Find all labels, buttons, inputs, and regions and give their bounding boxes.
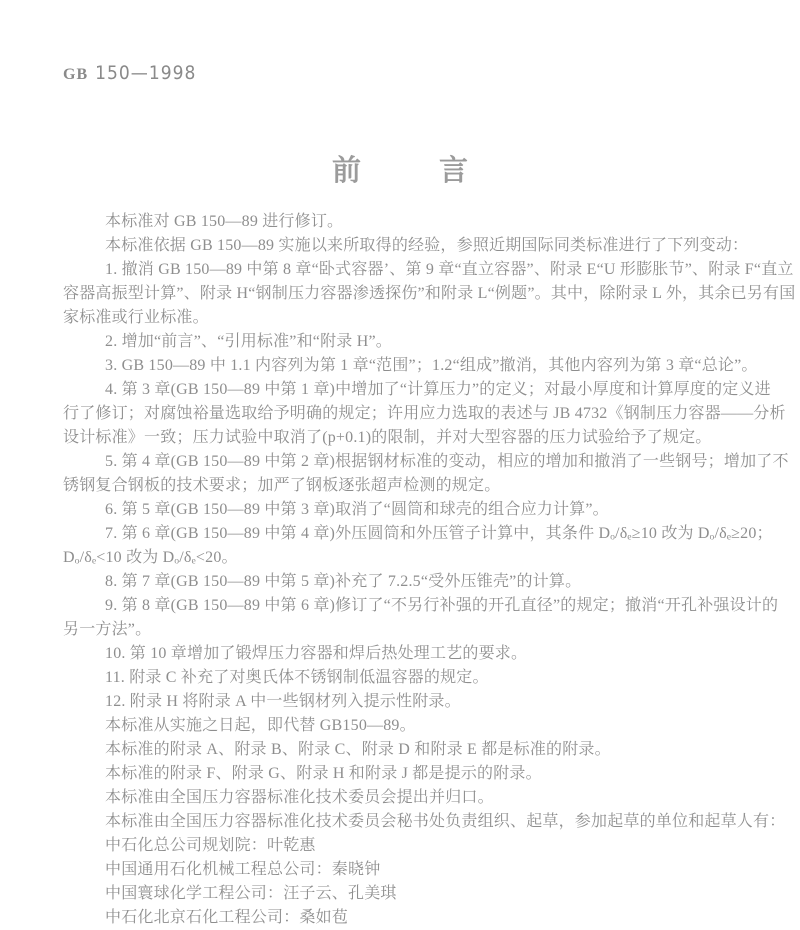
text-line: 本标准由全国压力容器标准化技术委员会提出并归口。	[105, 789, 494, 806]
text-line: 本标准的附录 F、附录 G、附录 H 和附录 J 都是提示的附录。	[105, 765, 542, 782]
text-line: 5. 第 4 章(GB 150—89 中第 2 章)根据钢材标准的变动，相应的增加和撤消了一些钢号；增加了不	[105, 453, 789, 470]
text-line: 7. 第 6 章(GB 150—89 中第 4 章)外压圆筒和外压管子计算中，其条件 Dₒ/δₑ≥10 改为 Dₒ/δₑ≥20；	[105, 525, 773, 542]
text-line: 本标准对 GB 150—89 进行修订。	[105, 213, 344, 230]
text-line: 12. 附录 H 将附录 A 中一些钢材列入提示性附录。	[105, 693, 461, 710]
text-line: 10. 第 10 章增加了锻焊压力容器和焊后热处理工艺的要求。	[105, 645, 528, 662]
text-line: 设计标准》一致；压力试验中取消了(p+0.1)的限制，并对大型容器的压力试验给予了规定。	[63, 429, 712, 446]
text-line: 本标准由全国压力容器标准化技术委员会秘书处负责组织、起草，参加起草的单位和起草人有：	[105, 813, 786, 830]
text-line: 6. 第 5 章(GB 150—89 中第 3 章)取消了“圆筒和球壳的组合应力计算”。	[105, 501, 609, 518]
text-line: 行了修订；对腐蚀裕量选取给予明确的规定；许用应力选取的表述与 JB 4732《钢制压力容器——分析	[63, 405, 786, 422]
title-char-1: 前	[331, 155, 361, 187]
text-line: 4. 第 3 章(GB 150—89 中第 1 章)中增加了“计算压力”的定义；对最小厚度和计算厚度的定义进	[105, 381, 771, 398]
text-line: 家标准或行业标准。	[63, 309, 209, 326]
text-line: 另一方法”。	[63, 621, 152, 638]
text-line: 9. 第 8 章(GB 150—89 中第 6 章)修订了“不另行补强的开孔直径”的规定；撤消“开孔补强设计的	[105, 597, 779, 614]
text-line: 锈钢复合钢板的技术要求；加严了钢板逐张超声检测的规定。	[63, 477, 501, 494]
text-line: Dₒ/δₑ<10 改为 Dₒ/δₑ<20。	[63, 549, 238, 566]
text-line: 本标准依据 GB 150—89 实施以来所取得的经验，参照近期国际同类标准进行了下列变动：	[105, 237, 749, 254]
text-line: 中石化北京石化工程公司：桑如苞	[105, 909, 349, 926]
standard-number	[63, 62, 196, 84]
text-line: 8. 第 7 章(GB 150—89 中第 5 章)补充了 7.2.5“受外压锥壳”的计算。	[105, 573, 582, 590]
text-line: 11. 附录 C 补充了对奥氏体不锈钢制低温容器的规定。	[105, 669, 489, 686]
standard-code: GB	[63, 66, 89, 83]
page-title	[0, 154, 800, 189]
text-line: 中石化总公司规划院：叶乾惠	[105, 837, 316, 854]
text-line: 本标准的附录 A、附录 B、附录 C、附录 D 和附录 E 都是标准的附录。	[105, 741, 611, 758]
document-body	[63, 210, 796, 930]
text-line: 本标准从实施之日起，即代替 GB150—89。	[105, 717, 416, 734]
text-line: 1. 撤消 GB 150—89 中第 8 章“卧式容器’、第 9 章“直立容器”、附录 E“U 形膨胀节”、附录 F“直立	[105, 261, 794, 278]
title-char-2: 言	[439, 155, 469, 187]
text-line: 容器高振型计算”、附录 H“钢制压力容器渗透探伤”和附录 L“例题”。其中，除附录 L 外，其余已另有国	[63, 285, 796, 302]
standard-year-number: 150—1998	[95, 62, 197, 84]
text-line: 中国通用石化机械工程总公司：秦晓钟	[105, 861, 381, 878]
text-line: 中国寰球化学工程公司：汪子云、孔美琪	[105, 885, 397, 902]
text-line: 3. GB 150—89 中 1.1 内容列为第 1 章“范围”；1.2“组成”撤消，其他内容列为第 3 章“总论”。	[105, 357, 758, 374]
text-line: 2. 增加“前言”、“引用标准”和“附录 H”。	[105, 333, 392, 350]
